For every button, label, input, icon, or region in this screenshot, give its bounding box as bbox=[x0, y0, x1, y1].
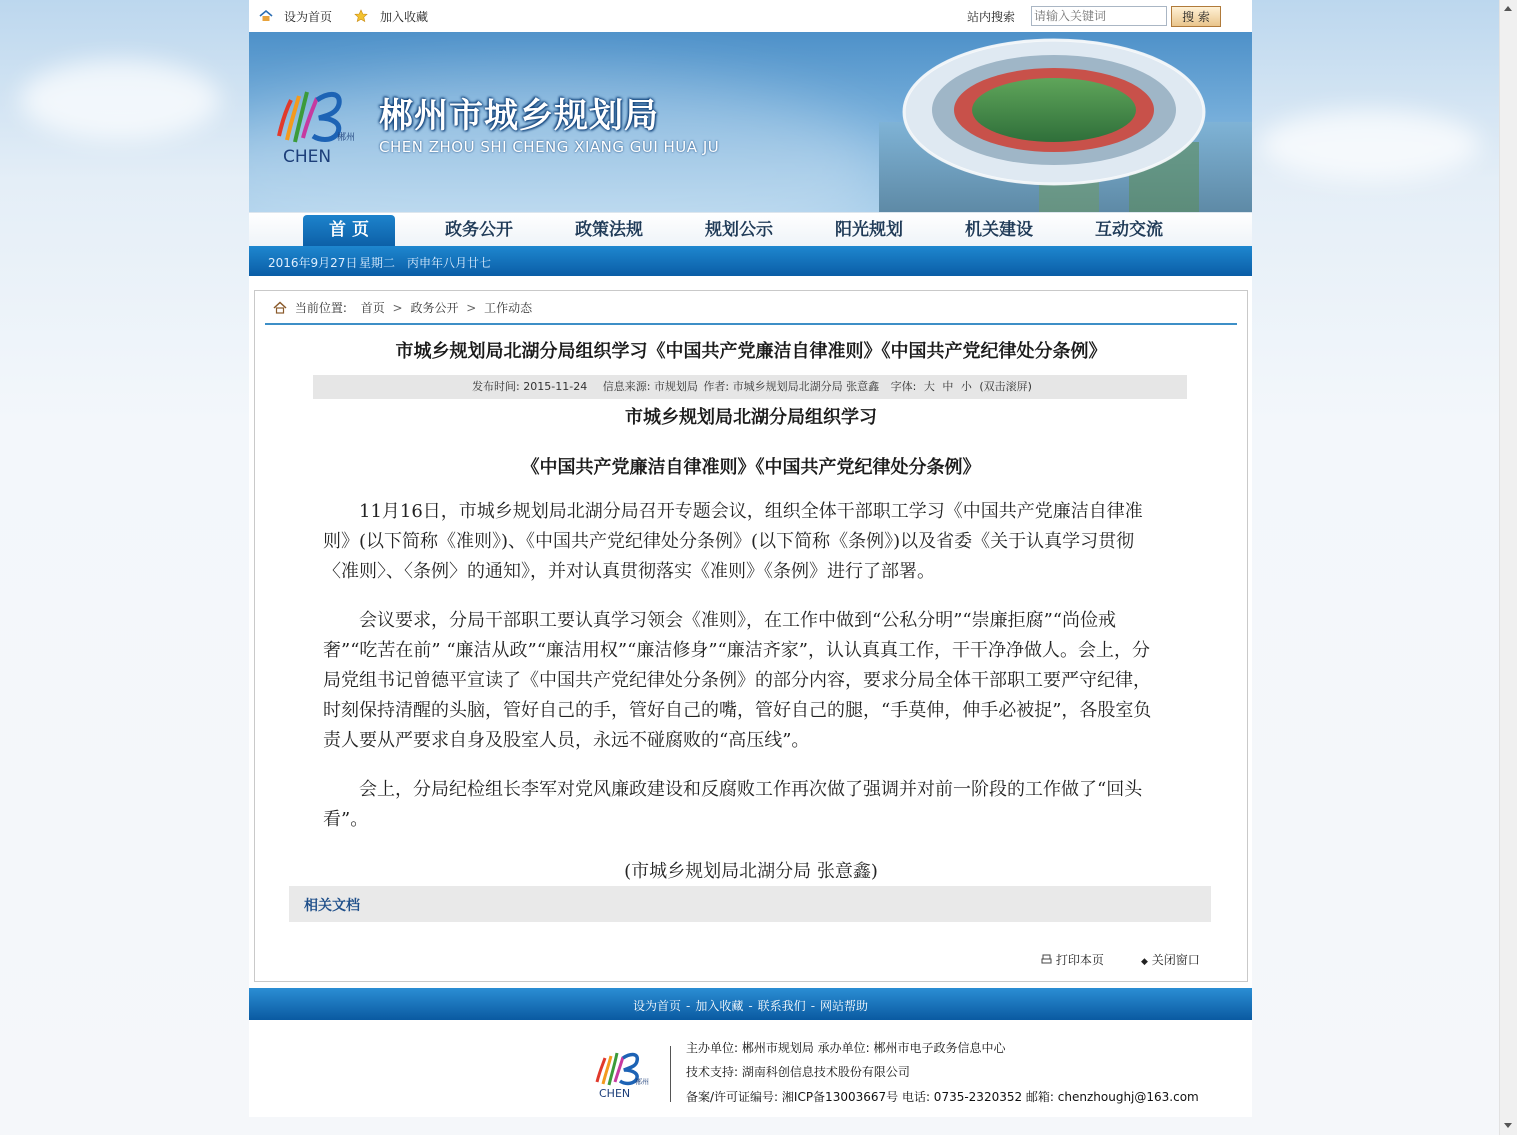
article-signature: (市城乡规划局北湖分局 张意鑫) bbox=[624, 861, 878, 882]
add-favorite-link[interactable]: 加入收藏 bbox=[380, 10, 429, 24]
nav-item-sunshine-planning[interactable]: 阳光规划 bbox=[835, 220, 903, 240]
search-button[interactable]: 搜 索 bbox=[1171, 6, 1221, 27]
footer-logo-en-text: CHEN bbox=[599, 1087, 631, 1100]
home-icon bbox=[273, 301, 287, 314]
footer-link-help[interactable]: 网站帮助 bbox=[820, 999, 869, 1013]
related-docs-section bbox=[289, 886, 1211, 922]
site-subtitle: CHEN ZHOU SHI CHENG XIANG GUI HUA JU bbox=[379, 138, 720, 156]
font-small-button[interactable]: 小 bbox=[960, 380, 972, 393]
header-banner bbox=[249, 32, 1252, 212]
breadcrumb-divider bbox=[265, 323, 1237, 325]
search-input[interactable] bbox=[1031, 6, 1167, 26]
lunar-date: 丙申年八月廿七 bbox=[407, 256, 492, 270]
set-home-link[interactable]: 设为首页 bbox=[284, 10, 333, 24]
scroll-up-icon[interactable] bbox=[1504, 6, 1512, 11]
nav-item-planning-notice[interactable]: 规划公示 bbox=[705, 220, 773, 240]
breadcrumb-separator: > bbox=[392, 301, 403, 315]
article-subtitle-line1: 市城乡规划局北湖分局组织学习 bbox=[625, 407, 877, 428]
breadcrumb-item-home[interactable]: 首页 bbox=[360, 301, 385, 315]
article-paragraph: 会上，分局纪检组长李军对党风廉政建设和反腐败工作再次做了强调并对前一阶段的工作做了“回头看”。 bbox=[323, 779, 1143, 830]
breadcrumb-item-work-news[interactable]: 工作动态 bbox=[484, 301, 533, 315]
print-page-button[interactable] bbox=[1041, 951, 1104, 968]
home-icon bbox=[259, 9, 273, 23]
footer-logo-small-text: 郴州 bbox=[635, 1078, 649, 1086]
breadcrumb bbox=[273, 299, 532, 316]
font-large-button[interactable]: 大 bbox=[923, 380, 935, 393]
article-subtitle-line2: 《中国共产党廉洁自律准则》《中国共产党纪律处分条例》 bbox=[521, 457, 981, 478]
breadcrumb-item-government-affairs[interactable]: 政务公开 bbox=[410, 301, 459, 315]
footer-host-info: 主办单位: 郴州市规划局 承办单位: 郴州市电子政务信息中心 bbox=[686, 1041, 1006, 1055]
main-nav bbox=[249, 212, 1252, 247]
footer-link-contact[interactable]: 联系我们 bbox=[757, 999, 806, 1013]
nav-item-home[interactable]: 首 页 bbox=[303, 215, 395, 247]
chen-logo bbox=[273, 78, 373, 168]
close-window-label: 关闭窗口 bbox=[1151, 953, 1200, 967]
footer-nav-bar bbox=[249, 988, 1252, 1020]
background-cloud bbox=[20, 60, 220, 140]
footer-record-info: 备案/许可证编号: 湘ICP备13003667号 电话: 0735-2320352 邮箱: chenzhoughj@163.com bbox=[686, 1090, 1199, 1104]
printer-icon bbox=[1041, 954, 1052, 965]
nav-item-government-affairs[interactable]: 政务公开 bbox=[445, 220, 513, 240]
footer-separator: - bbox=[685, 999, 691, 1013]
info-source: 信息来源: 市规划局 bbox=[602, 380, 698, 393]
logo-en-text: CHEN bbox=[283, 147, 332, 167]
nav-item-interaction[interactable]: 互动交流 bbox=[1095, 220, 1163, 240]
stadium-image bbox=[879, 32, 1252, 212]
breadcrumb-separator: > bbox=[466, 301, 477, 315]
double-click-scroll-hint: (双击滚屏) bbox=[979, 380, 1032, 393]
footer-link-add-favorite[interactable]: 加入收藏 bbox=[695, 999, 744, 1013]
search-label: 站内搜索 bbox=[967, 10, 1016, 24]
article-paragraph: 会议要求，分局干部职工要认真学习领会《准则》，在工作中做到“公私分明”“崇廉拒腐”“尚俭戒奢”“吃苦在前” “廉洁从政”“廉洁用权”“廉洁修身”“廉洁齐家”，认认真真工作，干干净净做人。会上，分局党组书记曾德平宣读了《中国共产党纪律处分条例》的部分内容，要求分局全体干部职工要严守纪律，时刻保持清醒的头脑，管好自己的手，管好自己的嘴，管好自己的腿，“手莫伸，伸手必被捉”，各股室负责人要从严要求自身及股室人员，永远不碰腐败的“高压线”。 bbox=[323, 610, 1152, 751]
footer-divider bbox=[670, 1046, 671, 1102]
print-page-label: 打印本页 bbox=[1055, 953, 1104, 967]
nav-item-policies[interactable]: 政策法规 bbox=[575, 220, 643, 240]
scroll-down-icon[interactable] bbox=[1504, 1123, 1512, 1128]
article-title: 市城乡规划局北湖分局组织学习《中国共产党廉洁自律准则》《中国共产党纪律处分条例》 bbox=[395, 341, 1107, 362]
star-icon bbox=[354, 9, 368, 23]
article-paragraph: 11月16日，市城乡规划局北湖分局召开专题会议，组织全体干部职工学习《中国共产党廉洁自律准则》(以下简称《准则》)、《中国共产党纪律处分条例》(以下简称《条例》)以及省委《关于认真学习贯彻〈准则〉、〈条例〉的通知》，并对认真贯彻落实《准则》《条例》进行了部署。 bbox=[323, 501, 1143, 582]
footer-tech-support: 技术支持: 湖南科创信息技术股份有限公司 bbox=[686, 1065, 910, 1079]
vertical-scrollbar[interactable] bbox=[1499, 0, 1517, 1135]
current-date: 2016年9月27日 bbox=[268, 256, 358, 270]
nav-item-agency-building[interactable]: 机关建设 bbox=[965, 220, 1033, 240]
footer-link-set-home[interactable]: 设为首页 bbox=[632, 999, 681, 1013]
page-container bbox=[249, 0, 1252, 1117]
site-title: 郴州市城乡规划局 bbox=[379, 96, 659, 136]
date-bar bbox=[249, 246, 1252, 276]
breadcrumb-label: 当前位置: bbox=[294, 301, 347, 315]
article-panel bbox=[254, 290, 1248, 982]
current-weekday: 星期二 bbox=[359, 256, 396, 270]
related-docs-title: 相关文档 bbox=[304, 898, 360, 914]
footer-separator: - bbox=[810, 999, 816, 1013]
font-medium-button[interactable]: 中 bbox=[942, 380, 954, 393]
publish-time: 发布时间: 2015-11-24 bbox=[472, 380, 588, 393]
font-size-label: 字体: bbox=[890, 380, 917, 393]
close-window-button[interactable] bbox=[1141, 951, 1200, 968]
article-author: 作者: 市城乡规划局北湖分局 张意鑫 bbox=[703, 380, 880, 393]
article-meta bbox=[313, 375, 1187, 399]
background-cloud bbox=[1260, 110, 1480, 180]
close-arrow-icon: ◆ bbox=[1141, 957, 1148, 967]
footer-chen-logo bbox=[593, 1044, 657, 1100]
footer-separator: - bbox=[748, 999, 753, 1013]
logo-small-text: 郴州 bbox=[337, 133, 356, 143]
top-bar bbox=[249, 0, 1252, 32]
